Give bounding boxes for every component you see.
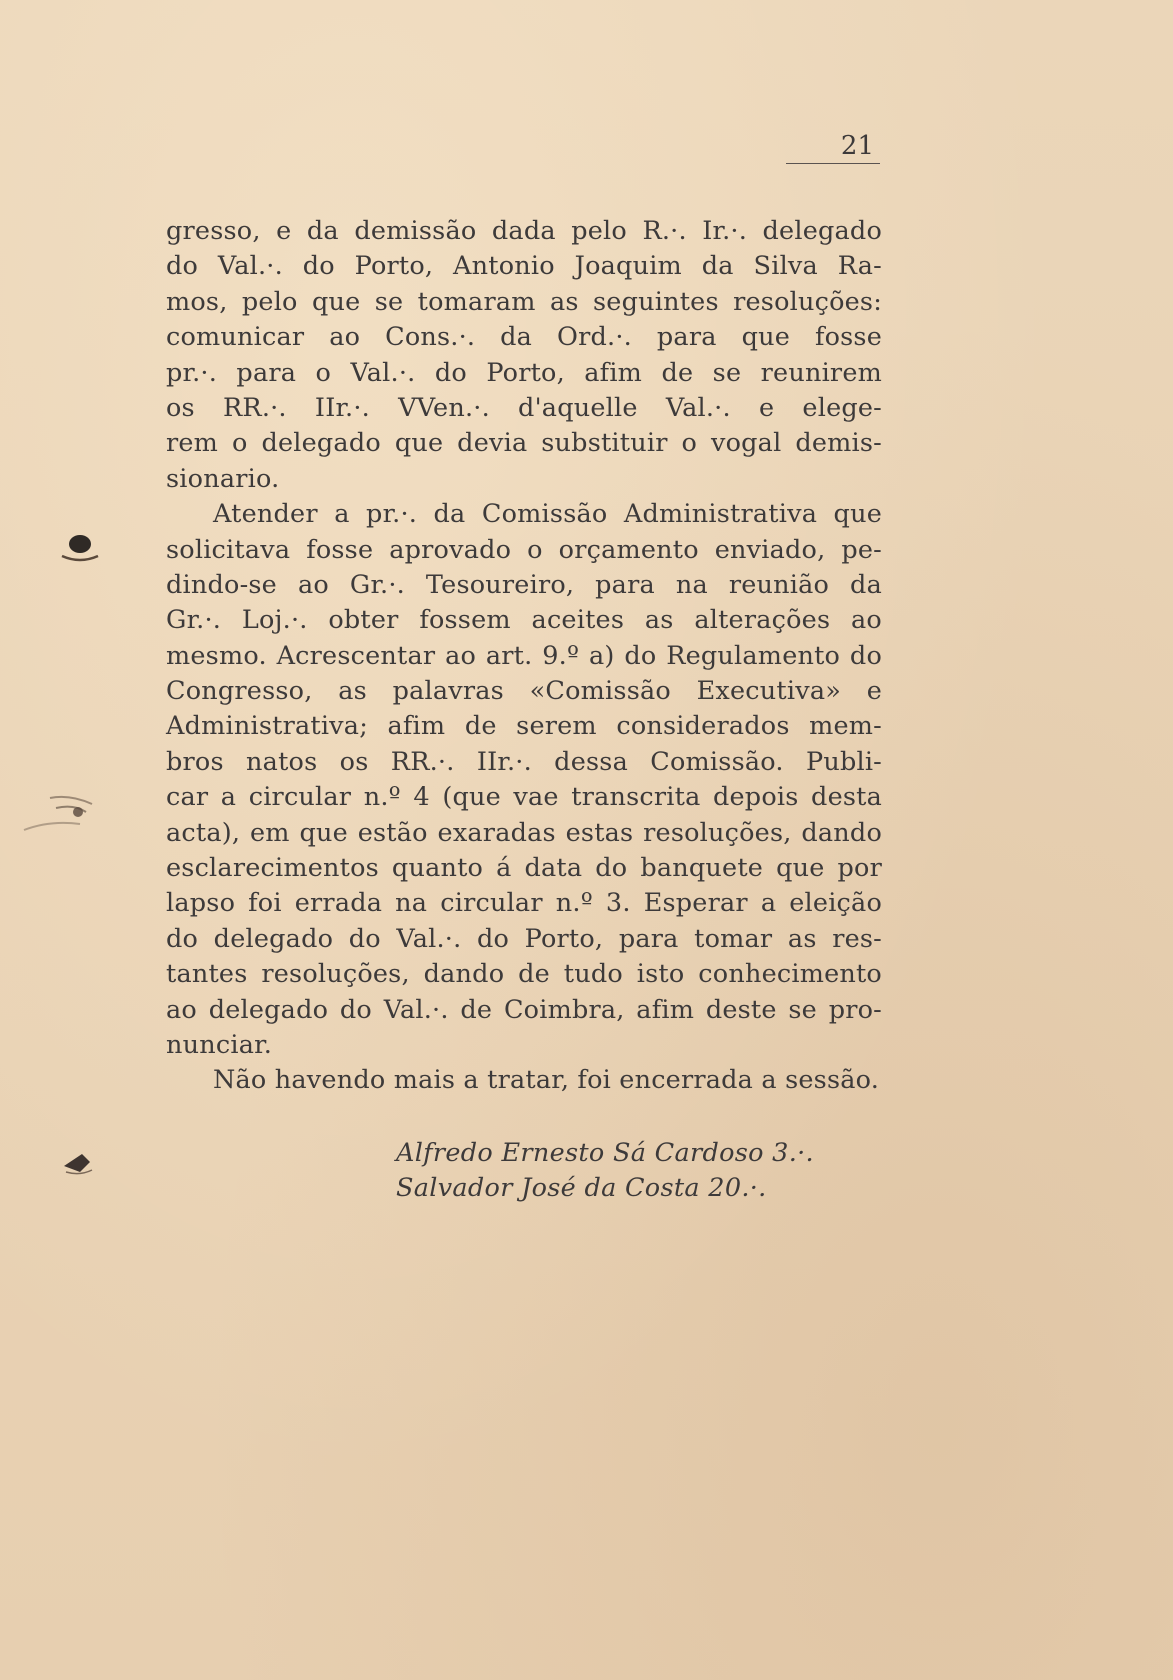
page-number-rule	[786, 163, 880, 164]
closing-line: Não havendo mais a tratar, foi encerrada a sessão.	[213, 1065, 880, 1096]
text-line: car a circular n.º 4 (que vae transcrita depois desta	[166, 782, 882, 813]
text-line: do Val.·. do Porto, Antonio Joaquim da Silva Ra-	[166, 251, 882, 282]
text-line: tantes resoluções, dando de tudo isto conhecimento	[166, 959, 882, 990]
signature-block	[396, 1136, 856, 1216]
paragraph-start-line: Atender a pr.·. da Comissão Administrativa que	[213, 499, 882, 530]
text-line: rem o delegado que devia substituir o vogal demis-	[166, 428, 882, 459]
text-line: comunicar ao Cons.·. da Ord.·. para que fosse	[166, 322, 882, 353]
text-line: Gr.·. Loj.·. obter fossem aceites as alterações ao	[166, 605, 882, 636]
signature-line: Alfredo Ernesto Sá Cardoso 3.·.	[396, 1138, 814, 1168]
text-line: bros natos os RR.·. IIr.·. dessa Comissão. Publi-	[166, 746, 882, 777]
text-line: solicitava fosse aprovado o orçamento enviado, pe-	[166, 534, 882, 565]
binding-hole-mark	[58, 528, 102, 564]
text-line: pr.·. para o Val.·. do Porto, afim de se reunirem	[166, 357, 882, 388]
text-line: nunciar.	[166, 1029, 273, 1060]
page-number: 21	[840, 131, 874, 161]
text-line: Administrativa; afim de serem considerados mem-	[166, 711, 882, 742]
body-text	[166, 214, 882, 1114]
text-line: gresso, e da demissão dada pelo R.·. Ir.·. delegado	[166, 216, 882, 246]
text-line: mos, pelo que se tomaram as seguintes resoluções:	[166, 286, 882, 317]
text-line: mesmo. Acrescentar ao art. 9.º a) do Regulamento do	[166, 640, 882, 671]
text-line: dindo-se ao Gr.·. Tesoureiro, para na reunião da	[166, 569, 882, 600]
text-line: sionario.	[166, 463, 280, 494]
text-line: Congresso, as palavras «Comissão Executiva» e	[166, 676, 882, 707]
signature-line: Salvador José da Costa 20.·.	[396, 1173, 767, 1203]
text-line: acta), em que estão exaradas estas resoluções, dando	[166, 817, 882, 848]
text-line: lapso foi errada na circular n.º 3. Esperar a eleição	[166, 888, 882, 919]
binding-hole-mark	[60, 1148, 96, 1178]
binding-hole-mark	[20, 790, 100, 842]
text-line: esclarecimentos quanto á data do banquete que por	[166, 853, 882, 884]
text-line: do delegado do Val.·. do Porto, para tomar as res-	[166, 923, 882, 954]
text-line: ao delegado do Val.·. de Coimbra, afim deste se pro-	[166, 994, 882, 1025]
text-line: os RR.·. IIr.·. VVen.·. d'aquelle Val.·. e elege-	[166, 392, 882, 423]
